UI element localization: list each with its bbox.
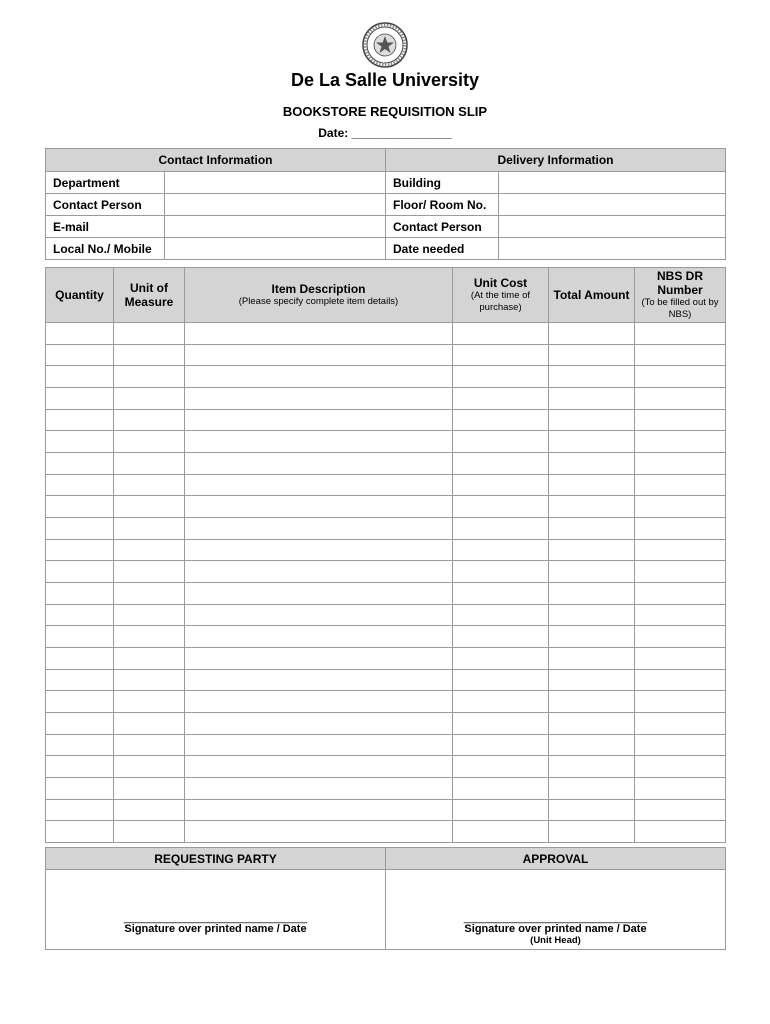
item-description-header: Item Description (Please specify complete item details) <box>185 268 453 323</box>
total-amount-cell[interactable] <box>549 409 635 431</box>
date-needed-field[interactable] <box>499 238 726 260</box>
unit-measure-cell[interactable] <box>114 648 185 670</box>
total-amount-cell[interactable] <box>549 626 635 648</box>
nbs-dr-cell[interactable] <box>635 453 726 475</box>
unit-measure-cell[interactable] <box>114 778 185 800</box>
university-name: De La Salle University <box>290 70 480 90</box>
total-amount-cell[interactable] <box>549 539 635 561</box>
unit-head-note: (Unit Head) <box>530 935 581 946</box>
unit-of-measure-header: Unit of Measure <box>114 268 185 323</box>
nbs-dr-cell[interactable] <box>635 626 726 648</box>
item-description-cell[interactable] <box>185 713 453 735</box>
approval-heading: APPROVAL <box>386 848 726 870</box>
unit-cost-cell[interactable] <box>453 669 549 691</box>
nbs-dr-cell[interactable] <box>635 713 726 735</box>
item-description-cell[interactable] <box>185 583 453 605</box>
unit-cost-cell[interactable] <box>453 431 549 453</box>
nbs-dr-cell[interactable] <box>635 561 726 583</box>
item-description-cell[interactable] <box>185 821 453 843</box>
quantity-cell[interactable] <box>46 388 114 410</box>
item-description-cell[interactable] <box>185 626 453 648</box>
nbs-dr-cell[interactable] <box>635 691 726 713</box>
total-amount-cell[interactable] <box>549 496 635 518</box>
unit-cost-cell[interactable] <box>453 778 549 800</box>
department-field[interactable] <box>165 172 386 194</box>
nbs-dr-cell[interactable] <box>635 323 726 345</box>
requesting-party-heading: REQUESTING PARTY <box>46 848 386 870</box>
item-description-cell[interactable] <box>185 453 453 475</box>
table-row <box>46 734 726 756</box>
table-row <box>46 518 726 540</box>
form-title: BOOKSTORE REQUISITION SLIP <box>282 104 488 119</box>
quantity-cell[interactable] <box>46 474 114 496</box>
total-amount-cell[interactable] <box>549 323 635 345</box>
approval-signature-box[interactable] <box>386 870 726 950</box>
total-amount-cell[interactable] <box>549 344 635 366</box>
unit-measure-cell[interactable] <box>114 821 185 843</box>
item-description-cell[interactable] <box>185 539 453 561</box>
item-description-cell[interactable] <box>185 388 453 410</box>
unit-measure-cell[interactable] <box>114 344 185 366</box>
total-amount-cell[interactable] <box>549 561 635 583</box>
total-amount-cell[interactable] <box>549 756 635 778</box>
unit-measure-cell[interactable] <box>114 583 185 605</box>
local-mobile-field[interactable] <box>165 238 386 260</box>
total-amount-cell[interactable] <box>549 474 635 496</box>
contact-information-heading: Contact Information <box>46 149 386 172</box>
table-row <box>46 344 726 366</box>
item-description-cell[interactable] <box>185 496 453 518</box>
total-amount-cell[interactable] <box>549 431 635 453</box>
unit-cost-cell[interactable] <box>453 474 549 496</box>
quantity-cell[interactable] <box>46 496 114 518</box>
unit-cost-cell[interactable] <box>453 799 549 821</box>
total-amount-cell[interactable] <box>549 799 635 821</box>
quantity-cell[interactable] <box>46 626 114 648</box>
unit-measure-cell[interactable] <box>114 518 185 540</box>
unit-cost-cell[interactable] <box>453 691 549 713</box>
quantity-cell[interactable] <box>46 691 114 713</box>
unit-measure-cell[interactable] <box>114 323 185 345</box>
item-description-cell[interactable] <box>185 323 453 345</box>
nbs-dr-cell[interactable] <box>635 669 726 691</box>
table-row <box>46 821 726 843</box>
date-needed-label: Date needed <box>386 238 499 260</box>
table-row <box>46 539 726 561</box>
unit-measure-cell[interactable] <box>114 713 185 735</box>
table-row <box>46 431 726 453</box>
quantity-cell[interactable] <box>46 518 114 540</box>
table-row <box>46 409 726 431</box>
requesting-signature-box[interactable] <box>46 870 386 950</box>
nbs-dr-number-header: NBS DR Number (To be filled out by NBS) <box>635 268 726 323</box>
nbs-dr-cell[interactable] <box>635 431 726 453</box>
quantity-cell[interactable] <box>46 713 114 735</box>
unit-cost-cell[interactable] <box>453 539 549 561</box>
quantity-cell[interactable] <box>46 821 114 843</box>
unit-measure-cell[interactable] <box>114 474 185 496</box>
signature-table <box>45 847 726 950</box>
university-seal-logo <box>362 22 408 68</box>
table-row <box>46 388 726 410</box>
quantity-cell[interactable] <box>46 778 114 800</box>
item-description-cell[interactable] <box>185 734 453 756</box>
email-field[interactable] <box>165 216 386 238</box>
nbs-dr-note: (To be filled out by NBS) <box>641 297 719 320</box>
item-description-cell[interactable] <box>185 604 453 626</box>
unit-cost-cell[interactable] <box>453 583 549 605</box>
total-amount-cell[interactable] <box>549 691 635 713</box>
unit-cost-cell[interactable] <box>453 821 549 843</box>
quantity-cell[interactable] <box>46 453 114 475</box>
item-description-cell[interactable] <box>185 648 453 670</box>
table-row <box>46 366 726 388</box>
quantity-cell[interactable] <box>46 583 114 605</box>
nbs-dr-cell[interactable] <box>635 474 726 496</box>
unit-cost-cell[interactable] <box>453 518 549 540</box>
department-label: Department <box>46 172 165 194</box>
total-amount-cell[interactable] <box>549 734 635 756</box>
nbs-dr-cell[interactable] <box>635 778 726 800</box>
total-amount-cell[interactable] <box>549 821 635 843</box>
unit-cost-cell[interactable] <box>453 323 549 345</box>
unit-cost-cell[interactable] <box>453 388 549 410</box>
total-amount-cell[interactable] <box>549 366 635 388</box>
total-amount-cell[interactable] <box>549 713 635 735</box>
unit-cost-cell[interactable] <box>453 756 549 778</box>
floor-room-field[interactable] <box>499 194 726 216</box>
unit-measure-cell[interactable] <box>114 388 185 410</box>
email-label: E-mail <box>46 216 165 238</box>
quantity-cell[interactable] <box>46 756 114 778</box>
unit-measure-cell[interactable] <box>114 734 185 756</box>
table-row <box>46 453 726 475</box>
quantity-cell[interactable] <box>46 366 114 388</box>
unit-measure-cell[interactable] <box>114 756 185 778</box>
table-row <box>46 474 726 496</box>
table-row <box>46 691 726 713</box>
items-table <box>45 267 726 843</box>
unit-measure-cell[interactable] <box>114 561 185 583</box>
unit-cost-cell[interactable] <box>453 366 549 388</box>
unit-measure-cell[interactable] <box>114 669 185 691</box>
table-row <box>46 778 726 800</box>
quantity-cell[interactable] <box>46 799 114 821</box>
building-label: Building <box>386 172 499 194</box>
table-row <box>46 713 726 735</box>
delivery-contact-person-field[interactable] <box>499 216 726 238</box>
requesting-signature-line: ______________________________ <box>123 912 308 924</box>
quantity-header: Quantity <box>46 268 114 323</box>
quantity-cell[interactable] <box>46 604 114 626</box>
table-row <box>46 756 726 778</box>
item-description-cell[interactable] <box>185 518 453 540</box>
unit-cost-note: (At the time of purchase) <box>470 290 531 313</box>
nbs-dr-cell[interactable] <box>635 496 726 518</box>
quantity-cell[interactable] <box>46 561 114 583</box>
unit-cost-cell[interactable] <box>453 561 549 583</box>
total-amount-cell[interactable] <box>549 518 635 540</box>
item-description-note: (Please specify complete item details) <box>238 296 399 307</box>
unit-cost-cell[interactable] <box>453 604 549 626</box>
unit-cost-cell[interactable] <box>453 648 549 670</box>
item-description-cell[interactable] <box>185 799 453 821</box>
unit-cost-cell[interactable] <box>453 734 549 756</box>
item-description-cell[interactable] <box>185 669 453 691</box>
table-row <box>46 496 726 518</box>
quantity-cell[interactable] <box>46 409 114 431</box>
unit-measure-cell[interactable] <box>114 453 185 475</box>
unit-cost-cell[interactable] <box>453 344 549 366</box>
quantity-cell[interactable] <box>46 344 114 366</box>
unit-measure-cell[interactable] <box>114 409 185 431</box>
table-row <box>46 583 726 605</box>
unit-measure-cell[interactable] <box>114 626 185 648</box>
item-description-cell[interactable] <box>185 344 453 366</box>
item-description-cell[interactable] <box>185 431 453 453</box>
unit-cost-cell[interactable] <box>453 453 549 475</box>
item-description-cell[interactable] <box>185 366 453 388</box>
item-description-cell[interactable] <box>185 691 453 713</box>
unit-cost-header: Unit Cost (At the time of purchase) <box>453 268 549 323</box>
table-row <box>46 561 726 583</box>
unit-measure-cell[interactable] <box>114 431 185 453</box>
nbs-dr-cell[interactable] <box>635 734 726 756</box>
contact-person-label: Contact Person <box>46 194 165 216</box>
local-mobile-label: Local No./ Mobile <box>46 238 165 260</box>
total-amount-cell[interactable] <box>549 648 635 670</box>
requesting-signature-caption: Signature over printed name / Date <box>124 923 307 935</box>
item-description-cell[interactable] <box>185 409 453 431</box>
nbs-dr-cell[interactable] <box>635 366 726 388</box>
nbs-dr-cell[interactable] <box>635 344 726 366</box>
unit-measure-cell[interactable] <box>114 799 185 821</box>
item-description-cell[interactable] <box>185 756 453 778</box>
item-description-cell[interactable] <box>185 778 453 800</box>
total-amount-cell[interactable] <box>549 669 635 691</box>
date-line: Date: _______________ <box>318 126 452 140</box>
nbs-dr-cell[interactable] <box>635 409 726 431</box>
table-row <box>46 626 726 648</box>
approval-signature-line: ______________________________ <box>463 912 648 924</box>
quantity-cell[interactable] <box>46 669 114 691</box>
unit-measure-cell[interactable] <box>114 366 185 388</box>
total-amount-cell[interactable] <box>549 604 635 626</box>
item-description-cell[interactable] <box>185 561 453 583</box>
unit-measure-cell[interactable] <box>114 496 185 518</box>
nbs-dr-cell[interactable] <box>635 648 726 670</box>
unit-cost-cell[interactable] <box>453 496 549 518</box>
total-amount-header: Total Amount <box>549 268 635 323</box>
nbs-dr-cell[interactable] <box>635 821 726 843</box>
contact-person-field[interactable] <box>165 194 386 216</box>
item-description-cell[interactable] <box>185 474 453 496</box>
table-row <box>46 604 726 626</box>
quantity-cell[interactable] <box>46 734 114 756</box>
unit-measure-cell[interactable] <box>114 539 185 561</box>
nbs-dr-cell[interactable] <box>635 799 726 821</box>
delivery-contact-person-label: Contact Person <box>386 216 499 238</box>
nbs-dr-cell[interactable] <box>635 388 726 410</box>
floor-room-label: Floor/ Room No. <box>386 194 499 216</box>
quantity-cell[interactable] <box>46 431 114 453</box>
unit-cost-cell[interactable] <box>453 409 549 431</box>
quantity-cell[interactable] <box>46 539 114 561</box>
contact-delivery-table <box>45 148 726 260</box>
building-field[interactable] <box>499 172 726 194</box>
total-amount-cell[interactable] <box>549 453 635 475</box>
unit-cost-cell[interactable] <box>453 626 549 648</box>
nbs-dr-cell[interactable] <box>635 604 726 626</box>
total-amount-cell[interactable] <box>549 778 635 800</box>
table-row <box>46 648 726 670</box>
unit-measure-cell[interactable] <box>114 691 185 713</box>
approval-signature-caption: Signature over printed name / Date <box>464 923 647 935</box>
quantity-cell[interactable] <box>46 323 114 345</box>
table-row <box>46 799 726 821</box>
nbs-dr-cell[interactable] <box>635 518 726 540</box>
delivery-information-heading: Delivery Information <box>386 149 726 172</box>
nbs-dr-cell[interactable] <box>635 583 726 605</box>
nbs-dr-cell[interactable] <box>635 539 726 561</box>
table-row <box>46 669 726 691</box>
unit-measure-cell[interactable] <box>114 604 185 626</box>
total-amount-cell[interactable] <box>549 388 635 410</box>
unit-cost-cell[interactable] <box>453 713 549 735</box>
total-amount-cell[interactable] <box>549 583 635 605</box>
quantity-cell[interactable] <box>46 648 114 670</box>
nbs-dr-cell[interactable] <box>635 756 726 778</box>
table-row <box>46 323 726 345</box>
